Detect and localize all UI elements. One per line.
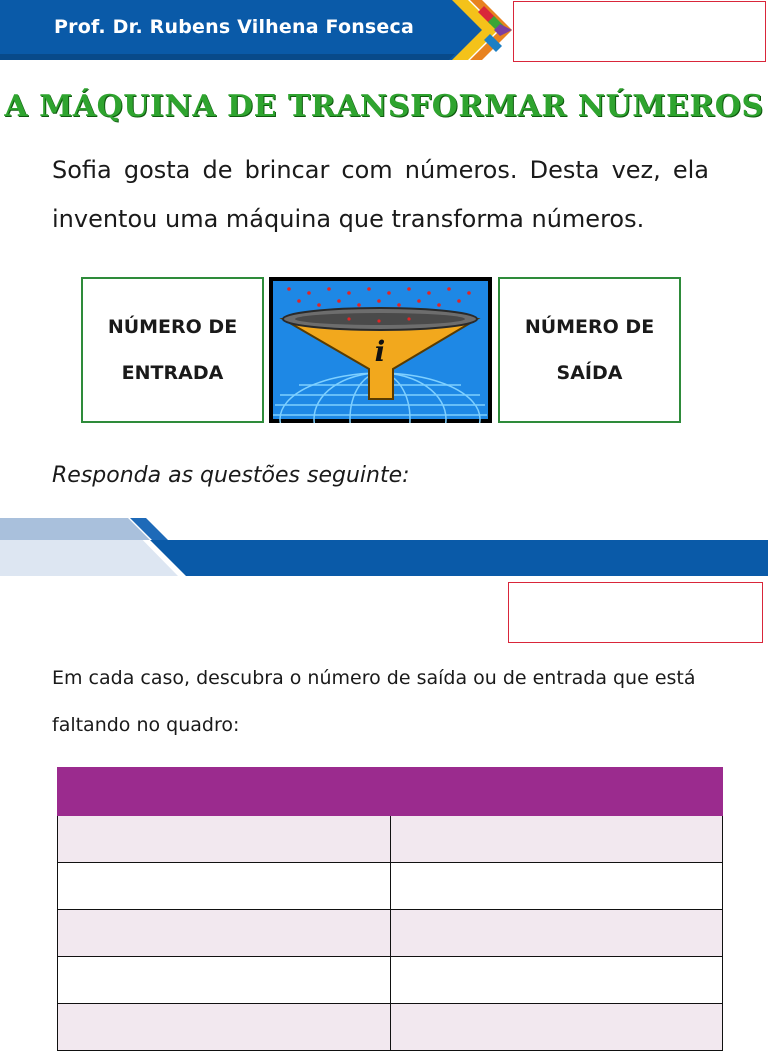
output-label-line2: SAÍDA (556, 362, 623, 384)
table-cell[interactable] (58, 863, 391, 910)
table-cell[interactable] (58, 910, 391, 957)
intro-paragraph: Sofia gosta de brincar com números. Desta vez, ela inventou uma máquina que transforma números. (52, 156, 709, 233)
table-cell[interactable] (58, 957, 391, 1004)
table-cell[interactable] (390, 863, 723, 910)
table-cell[interactable] (390, 910, 723, 957)
table-cell[interactable] (390, 816, 723, 863)
instruction-text: Responda as questões seguinte: (52, 463, 410, 488)
table-cell[interactable] (58, 1004, 391, 1051)
top-red-box (513, 1, 766, 62)
table-cell[interactable] (58, 816, 391, 863)
table-header-cell (390, 768, 723, 816)
answer-table (57, 767, 723, 1051)
table-row (58, 863, 723, 910)
input-label-line1: NÚMERO DE (107, 316, 238, 338)
output-number-box (498, 277, 681, 423)
header-author: Prof. Dr. Rubens Vilhena Fonseca (54, 16, 415, 38)
table-row (58, 957, 723, 1004)
table-cell[interactable] (390, 957, 723, 1004)
table-row (58, 1004, 723, 1051)
second-red-box (508, 582, 763, 643)
input-label-line2: ENTRADA (121, 362, 224, 384)
section-divider-band (0, 518, 768, 580)
info-glyph: i (374, 335, 386, 368)
task-paragraph: Em cada caso, descubra o número de saída ou de entrada que está faltando no quadro: (52, 667, 696, 736)
table-row (58, 910, 723, 957)
table-row (58, 816, 723, 863)
funnel-machine-illustration (269, 277, 492, 423)
page-title: A MÁQUINA DE TRANSFORMAR NÚMEROS (4, 89, 764, 124)
table-header-cell (58, 768, 391, 816)
output-label-line1: NÚMERO DE (524, 316, 655, 338)
input-number-box (81, 277, 264, 423)
table-header-row (58, 768, 723, 816)
table-cell[interactable] (390, 1004, 723, 1051)
